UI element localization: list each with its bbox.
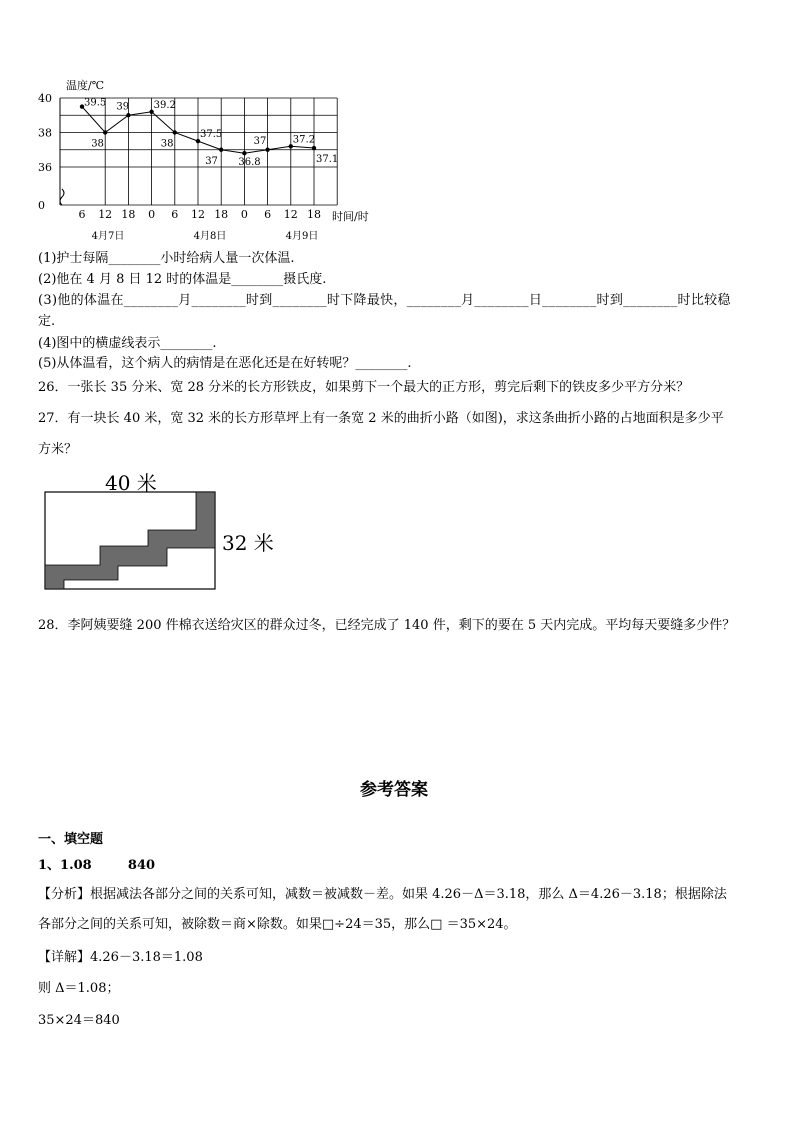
data-label: 37.5 — [200, 129, 223, 141]
day-label: 4月7日 — [91, 231, 125, 242]
x-ticks — [79, 208, 322, 221]
data-point — [219, 148, 223, 152]
day-labels — [92, 230, 319, 242]
data-label: 39.5 — [84, 97, 107, 109]
length-label: 40 米 — [105, 471, 157, 495]
x-tick-label: 18 — [121, 208, 136, 221]
x-axis-label: 时间/时 — [332, 210, 369, 223]
question-2: (2)他在 4 月 8 日 12 时的体温是________摄氏度. — [38, 272, 327, 287]
chart-grid — [60, 98, 337, 205]
question-26: 26．一张长 35 分米、宽 28 分米的长方形铁皮，如果剪下一个最大的正方形，剪完后剩下的铁皮多少平方分米？ — [38, 380, 690, 395]
result-2: 35×24＝840 — [38, 1013, 120, 1028]
day-label: 4月9日 — [285, 231, 319, 242]
answers-title: 参考答案 — [360, 780, 428, 800]
section-heading: 一、填空题 — [38, 832, 104, 847]
result-1: 则 Δ＝1.08； — [38, 981, 120, 996]
day-label: 4月8日 — [193, 231, 227, 242]
question-3-line2: 定. — [38, 314, 56, 329]
data-label: 37.2 — [292, 134, 316, 146]
axis-break — [60, 189, 64, 205]
data-label: 39.2 — [153, 99, 176, 111]
analysis-line2: 各部分之间的关系可知，被除数＝商×除数。如果□÷24＝35，那么□ ＝35×24。 — [38, 917, 517, 932]
data-label: 37.1 — [316, 154, 339, 166]
question-3-line1: (3)他的体温在________月________时到________时下降最快，________月________日________时到________时比较稳 — [38, 293, 731, 308]
lawn-figure — [0, 460, 794, 600]
answer-1: 1、1.08 840 — [38, 858, 156, 873]
detail: 【详解】4.26－3.18＝1.08 — [38, 950, 203, 965]
data-label: 38 — [91, 138, 104, 150]
x-tick-label: 18 — [307, 208, 321, 221]
question-28: 28．李阿姨要缝 200 件棉衣送给灾区的群众过冬，已经完成了 140 件，剩下的要在 5 天内完成。平均每天要缝多少件？ — [38, 618, 736, 633]
x-tick-label: 6 — [78, 208, 86, 221]
x-tick-label: 0 — [148, 208, 156, 221]
x-tick-label: 0 — [240, 208, 248, 221]
data-point — [103, 130, 107, 134]
question-5: (5)从体温看，这个病人的病情是在恶化还是在好转呢？________. — [38, 356, 412, 371]
x-tick-label: 12 — [283, 208, 298, 221]
data-label: 36.8 — [238, 157, 261, 169]
data-label: 38 — [160, 138, 174, 150]
y-tick-label: 36 — [38, 161, 52, 174]
data-label: 39 — [116, 101, 130, 113]
y-tick-label: 40 — [38, 92, 52, 105]
data-point-labels — [84, 98, 338, 169]
question-1: (1)护士每隔________小时给病人量一次体温. — [38, 251, 295, 266]
data-point — [173, 130, 177, 134]
x-tick-label: 6 — [171, 208, 179, 221]
data-label: 37 — [205, 155, 218, 167]
y-ticks — [38, 92, 52, 212]
y-tick-label: 38 — [38, 126, 52, 140]
x-tick-label: 18 — [214, 208, 229, 221]
data-label: 37 — [253, 135, 267, 147]
question-27-line1: 27．有一块长 40 米，宽 32 米的长方形草坪上有一条宽 2 米的曲折小路（如图)，求这条曲折小路的占地面积是多少平 — [38, 411, 724, 426]
x-tick-label: 12 — [191, 208, 205, 221]
data-point — [312, 146, 316, 150]
x-tick-label: 6 — [264, 208, 272, 221]
x-tick-label: 12 — [98, 208, 113, 221]
temperature-chart — [0, 0, 794, 250]
question-27-line2: 方米？ — [38, 442, 78, 457]
question-4: (4)图中的横虚线表示________. — [38, 336, 217, 351]
data-point — [126, 113, 130, 117]
y-axis-label: 温度/℃ — [66, 79, 105, 92]
y-tick-label: 0 — [38, 199, 45, 212]
width-label: 32 米 — [222, 531, 274, 555]
analysis-line1: 【分析】根据减法各部分之间的关系可知，减数＝被减数－差。如果 4.26－Δ＝3.18，那么 Δ＝4.26－3.18；根据除法 — [38, 887, 727, 902]
data-point — [265, 148, 269, 152]
data-point — [242, 151, 246, 155]
